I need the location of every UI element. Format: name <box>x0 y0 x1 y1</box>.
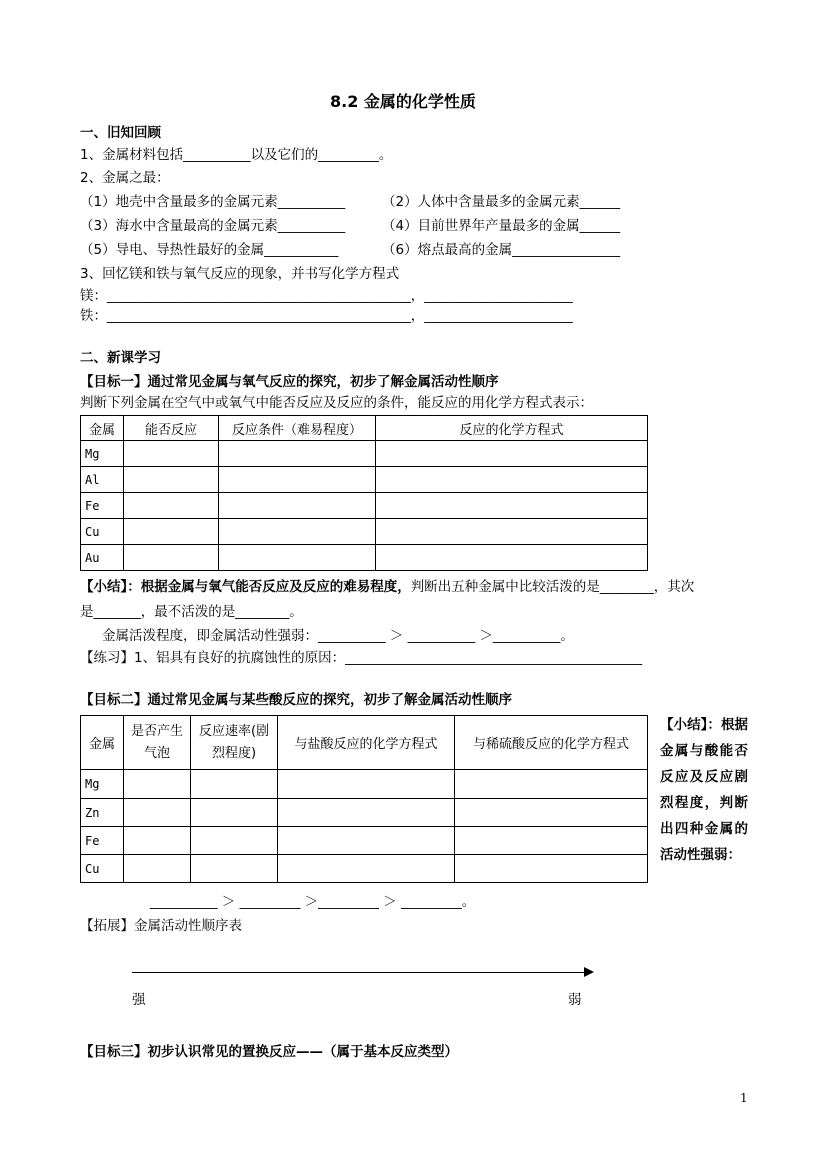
summary-1-line-1 <box>80 577 694 597</box>
table-row <box>81 799 648 827</box>
table-header-cell: 与盐酸反应的化学方程式 <box>278 716 455 770</box>
arrow-right-icon <box>584 967 594 977</box>
metal-cell: Mg <box>81 770 124 799</box>
table-header-cell: 反应速率(剧烈程度) <box>191 716 278 770</box>
answer-cell[interactable] <box>191 799 278 827</box>
answer-cell[interactable] <box>124 545 219 571</box>
q2-item-3: （3）海水中含量最高的金属元素__________ <box>80 218 346 234</box>
answer-cell[interactable] <box>219 519 376 545</box>
activity-order-line: 金属活泼程度，即金属活动性强弱：__________ ＞ __________ ＞__________。 <box>102 628 574 644</box>
question-2: 2、金属之最： <box>80 170 170 186</box>
question-1: 1、金属材料包括__________以及它们的_________。 <box>80 147 393 163</box>
answer-cell[interactable] <box>376 467 648 493</box>
strong-label: 强 <box>132 992 146 1008</box>
summary-1-rest: 判断出五种金属中比较活泼的是________，其次 <box>410 579 695 595</box>
metal-cell: Cu <box>81 855 124 883</box>
goal-2: 【目标二】通过常见金属与某些酸反应的探究，初步了解金属活动性顺序 <box>80 692 512 708</box>
activity-arrow-line <box>132 972 586 973</box>
answer-cell[interactable] <box>278 827 455 855</box>
answer-cell[interactable] <box>124 441 219 467</box>
answer-cell[interactable] <box>376 545 648 571</box>
table-oxygen-reaction <box>80 415 648 571</box>
table-header-cell: 反应条件（难易程度） <box>219 416 376 441</box>
q3-fe-line: 铁：_____________________________________________，______________________ <box>80 308 573 324</box>
page-title: 8.2 金属的化学性质 <box>330 92 476 111</box>
section1-heading: 一、旧知回顾 <box>80 125 161 141</box>
summary-2: 【小结】：根据金属与酸能否反应及反应剧烈程度，判断出四种金属的活动性强弱： <box>660 717 748 863</box>
goal-3: 【目标三】初步认识常见的置换反应——（属于基本反应类型） <box>80 1044 458 1060</box>
acid-order-line: __________ ＞ _________ ＞_________ ＞ _________。 <box>150 894 476 910</box>
table-acid-reaction <box>80 715 648 883</box>
answer-cell[interactable] <box>124 770 191 799</box>
goal-1: 【目标一】通过常见金属与氧气反应的探究，初步了解金属活动性顺序 <box>80 374 499 390</box>
table-header-cell: 能否反应 <box>124 416 219 441</box>
answer-cell[interactable] <box>278 799 455 827</box>
metal-cell: Cu <box>81 519 124 545</box>
answer-cell[interactable] <box>124 827 191 855</box>
practice-question: 【练习】1、铝具有良好的抗腐蚀性的原因：____________________________________________ <box>80 650 643 666</box>
table-row <box>81 545 648 571</box>
question-3: 3、回忆镁和铁与氧气反应的现象，并书写化学方程式 <box>80 266 400 282</box>
answer-cell[interactable] <box>219 441 376 467</box>
table-header-row <box>81 416 648 441</box>
answer-cell[interactable] <box>124 519 219 545</box>
answer-cell[interactable] <box>124 493 219 519</box>
metal-cell: Mg <box>81 441 124 467</box>
answer-cell[interactable] <box>455 827 648 855</box>
q2-item-5: （5）导电、导热性最好的金属___________ <box>80 242 339 258</box>
answer-cell[interactable] <box>219 467 376 493</box>
page-number: 1 <box>740 1091 748 1105</box>
answer-cell[interactable] <box>219 493 376 519</box>
answer-cell[interactable] <box>219 545 376 571</box>
table-row <box>81 493 648 519</box>
table-header-cell: 金属 <box>81 716 124 770</box>
summary-1-bold: 【小结】：根据金属与氧气能否反应及反应的难易程度， <box>80 579 411 595</box>
q3-mg-line: 镁：_____________________________________________，______________________ <box>80 288 573 304</box>
metal-cell: Au <box>81 545 124 571</box>
answer-cell[interactable] <box>455 799 648 827</box>
extend-heading: 【拓展】金属活动性顺序表 <box>80 918 242 934</box>
goal-1-intro: 判断下列金属在空气中或氧气中能否反应及反应的条件，能反应的用化学方程式表示： <box>80 395 593 411</box>
table-row <box>81 467 648 493</box>
metal-cell: Fe <box>81 827 124 855</box>
table-row <box>81 441 648 467</box>
answer-cell[interactable] <box>124 855 191 883</box>
q2-item-4: （4）目前世界年产量最多的金属______ <box>382 218 621 234</box>
answer-cell[interactable] <box>376 493 648 519</box>
table-row <box>81 855 648 883</box>
table-row <box>81 519 648 545</box>
answer-cell[interactable] <box>191 827 278 855</box>
summary-1-line-2: 是_______，最不活泼的是________。 <box>80 604 303 620</box>
metal-cell: Al <box>81 467 124 493</box>
answer-cell[interactable] <box>455 855 648 883</box>
table-row <box>81 770 648 799</box>
answer-cell[interactable] <box>376 441 648 467</box>
q2-item-1: （1）地壳中含量最多的金属元素__________ <box>80 194 346 210</box>
q2-item-2: （2）人体中含量最多的金属元素______ <box>382 194 621 210</box>
weak-label: 弱 <box>568 992 582 1008</box>
table-header-cell: 是否产生气泡 <box>124 716 191 770</box>
table-header-cell: 反应的化学方程式 <box>376 416 648 441</box>
metal-cell: Zn <box>81 799 124 827</box>
section2-heading: 二、新课学习 <box>80 350 161 366</box>
metal-cell: Fe <box>81 493 124 519</box>
answer-cell[interactable] <box>376 519 648 545</box>
answer-cell[interactable] <box>191 855 278 883</box>
answer-cell[interactable] <box>455 770 648 799</box>
answer-cell[interactable] <box>278 855 455 883</box>
table-header-cell: 金属 <box>81 416 124 441</box>
table-header-cell: 与稀硫酸反应的化学方程式 <box>455 716 648 770</box>
q2-item-6: （6）熔点最高的金属________________ <box>382 242 621 258</box>
answer-cell[interactable] <box>191 770 278 799</box>
answer-cell[interactable] <box>278 770 455 799</box>
answer-cell[interactable] <box>124 799 191 827</box>
table-row <box>81 827 648 855</box>
answer-cell[interactable] <box>124 467 219 493</box>
table-header-row <box>81 716 648 770</box>
